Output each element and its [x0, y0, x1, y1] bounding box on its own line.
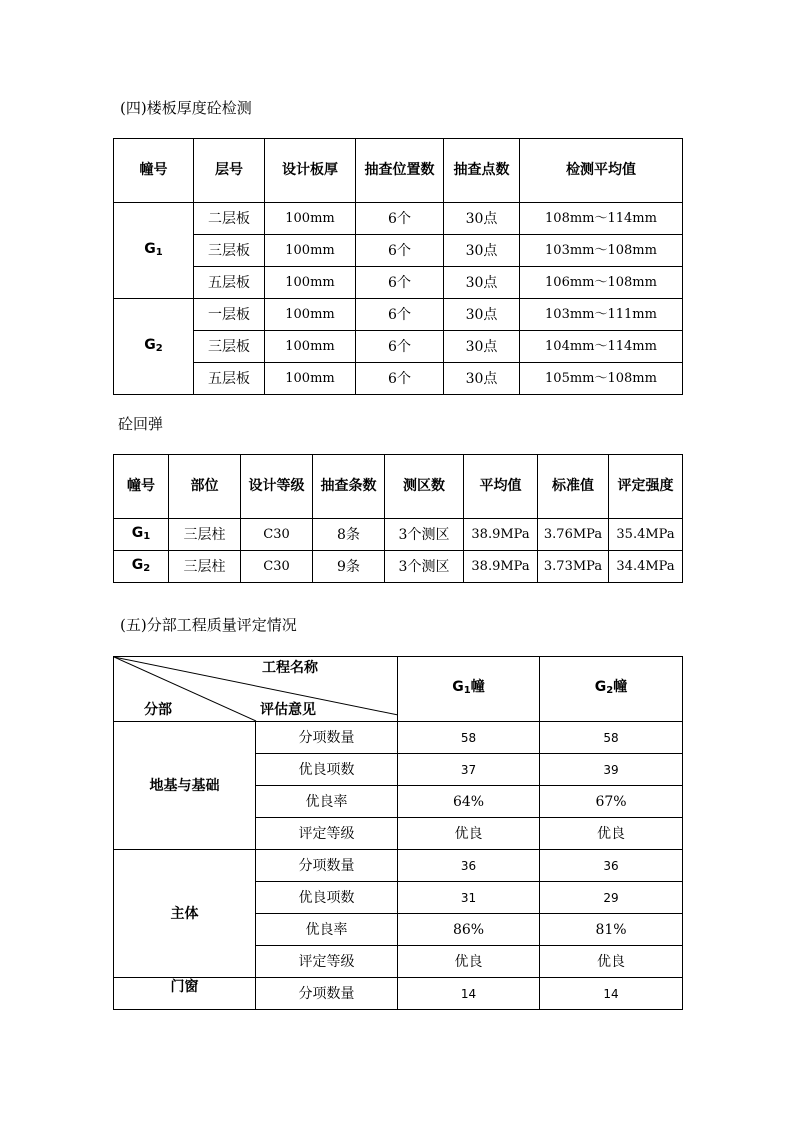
- building-cell: $G_2$: [114, 299, 194, 395]
- g1-value-cell: 64%: [398, 786, 540, 818]
- item-cell: 优良率: [256, 914, 398, 946]
- header-zones: 测区数: [385, 455, 464, 519]
- part-cell: 三层柱: [169, 551, 241, 583]
- header-average: 检测平均值: [520, 139, 683, 203]
- positions-cell: 6个: [356, 267, 444, 299]
- building-cell: $G_1$: [114, 203, 194, 299]
- positions-cell: 6个: [356, 299, 444, 331]
- g2-value-cell: 优良: [540, 946, 683, 978]
- g2-value-cell: 29: [540, 882, 683, 914]
- division-cell: 地基与基础: [114, 722, 256, 850]
- g1-value-cell: 优良: [398, 818, 540, 850]
- grade-cell: C30: [241, 519, 313, 551]
- g2-value-cell: 39: [540, 754, 683, 786]
- corner-top-label: 工程名称: [262, 660, 318, 676]
- count-cell: 9条: [313, 551, 385, 583]
- positions-cell: 6个: [356, 331, 444, 363]
- positions-cell: 6个: [356, 235, 444, 267]
- building-cell: $G_1$: [114, 519, 169, 551]
- corner-middle-label: 评估意见: [260, 702, 316, 718]
- positions-cell: 6个: [356, 363, 444, 395]
- average-cell: 38.9MPa: [464, 519, 538, 551]
- slab-thickness-table: [113, 138, 683, 395]
- header-average: 平均值: [464, 455, 538, 519]
- corner-header-cell: [114, 657, 398, 722]
- points-cell: 30点: [444, 203, 520, 235]
- grade-cell: C30: [241, 551, 313, 583]
- thickness-cell: 100mm: [265, 203, 356, 235]
- g1-value-cell: 14: [398, 978, 540, 1010]
- thickness-cell: 100mm: [265, 299, 356, 331]
- section4-heading: (四)楼板厚度砼检测: [120, 99, 252, 117]
- standard-cell: 3.73MPa: [538, 551, 609, 583]
- g1-value-cell: 37: [398, 754, 540, 786]
- floor-cell: 一层板: [194, 299, 265, 331]
- header-positions: 抽查位置数: [356, 139, 444, 203]
- header-standard: 标准值: [538, 455, 609, 519]
- thickness-cell: 100mm: [265, 235, 356, 267]
- average-cell: 104mm～114mm: [520, 331, 683, 363]
- points-cell: 30点: [444, 235, 520, 267]
- g2-value-cell: 58: [540, 722, 683, 754]
- floor-cell: 三层板: [194, 235, 265, 267]
- rebound-heading: 砼回弹: [118, 415, 164, 433]
- floor-cell: 二层板: [194, 203, 265, 235]
- floor-cell: 三层板: [194, 331, 265, 363]
- g2-value-cell: 36: [540, 850, 683, 882]
- average-cell: 108mm～114mm: [520, 203, 683, 235]
- item-cell: 优良项数: [256, 754, 398, 786]
- positions-cell: 6个: [356, 203, 444, 235]
- average-cell: 106mm～108mm: [520, 267, 683, 299]
- division-cell: 门窗: [114, 978, 256, 1010]
- header-design-thickness: 设计板厚: [265, 139, 356, 203]
- points-cell: 30点: [444, 331, 520, 363]
- header-grade: 设计等级: [241, 455, 313, 519]
- section5-heading: (五)分部工程质量评定情况: [120, 616, 297, 634]
- g1-value-cell: 36: [398, 850, 540, 882]
- points-cell: 30点: [444, 267, 520, 299]
- floor-cell: 五层板: [194, 267, 265, 299]
- header-count: 抽查条数: [313, 455, 385, 519]
- average-cell: 103mm～111mm: [520, 299, 683, 331]
- g1-value-cell: 58: [398, 722, 540, 754]
- header-building: 幢号: [114, 455, 169, 519]
- header-building: 幢号: [114, 139, 194, 203]
- average-cell: 105mm～108mm: [520, 363, 683, 395]
- zones-cell: 3个测区: [385, 519, 464, 551]
- header-part: 部位: [169, 455, 241, 519]
- item-cell: 分项数量: [256, 978, 398, 1010]
- part-cell: 三层柱: [169, 519, 241, 551]
- quality-evaluation-table: [113, 656, 683, 1010]
- average-cell: 38.9MPa: [464, 551, 538, 583]
- item-cell: 评定等级: [256, 946, 398, 978]
- count-cell: 8条: [313, 519, 385, 551]
- g2-header: $G_2$幢: [540, 657, 683, 722]
- header-points: 抽查点数: [444, 139, 520, 203]
- g1-header: $G_1$幢: [398, 657, 540, 722]
- item-cell: 评定等级: [256, 818, 398, 850]
- strength-cell: 34.4MPa: [609, 551, 683, 583]
- item-cell: 优良项数: [256, 882, 398, 914]
- g1-value-cell: 优良: [398, 946, 540, 978]
- item-cell: 分项数量: [256, 722, 398, 754]
- floor-cell: 五层板: [194, 363, 265, 395]
- zones-cell: 3个测区: [385, 551, 464, 583]
- g2-value-cell: 81%: [540, 914, 683, 946]
- thickness-cell: 100mm: [265, 267, 356, 299]
- g2-value-cell: 优良: [540, 818, 683, 850]
- g2-value-cell: 67%: [540, 786, 683, 818]
- division-cell: 主体: [114, 850, 256, 978]
- points-cell: 30点: [444, 363, 520, 395]
- thickness-cell: 100mm: [265, 331, 356, 363]
- header-strength: 评定强度: [609, 455, 683, 519]
- item-cell: 优良率: [256, 786, 398, 818]
- thickness-cell: 100mm: [265, 363, 356, 395]
- standard-cell: 3.76MPa: [538, 519, 609, 551]
- header-floor: 层号: [194, 139, 265, 203]
- points-cell: 30点: [444, 299, 520, 331]
- rebound-table: [113, 454, 683, 583]
- strength-cell: 35.4MPa: [609, 519, 683, 551]
- average-cell: 103mm～108mm: [520, 235, 683, 267]
- corner-bottom-label: 分部: [144, 702, 172, 718]
- building-cell: $G_2$: [114, 551, 169, 583]
- g1-value-cell: 86%: [398, 914, 540, 946]
- item-cell: 分项数量: [256, 850, 398, 882]
- g2-value-cell: 14: [540, 978, 683, 1010]
- g1-value-cell: 31: [398, 882, 540, 914]
